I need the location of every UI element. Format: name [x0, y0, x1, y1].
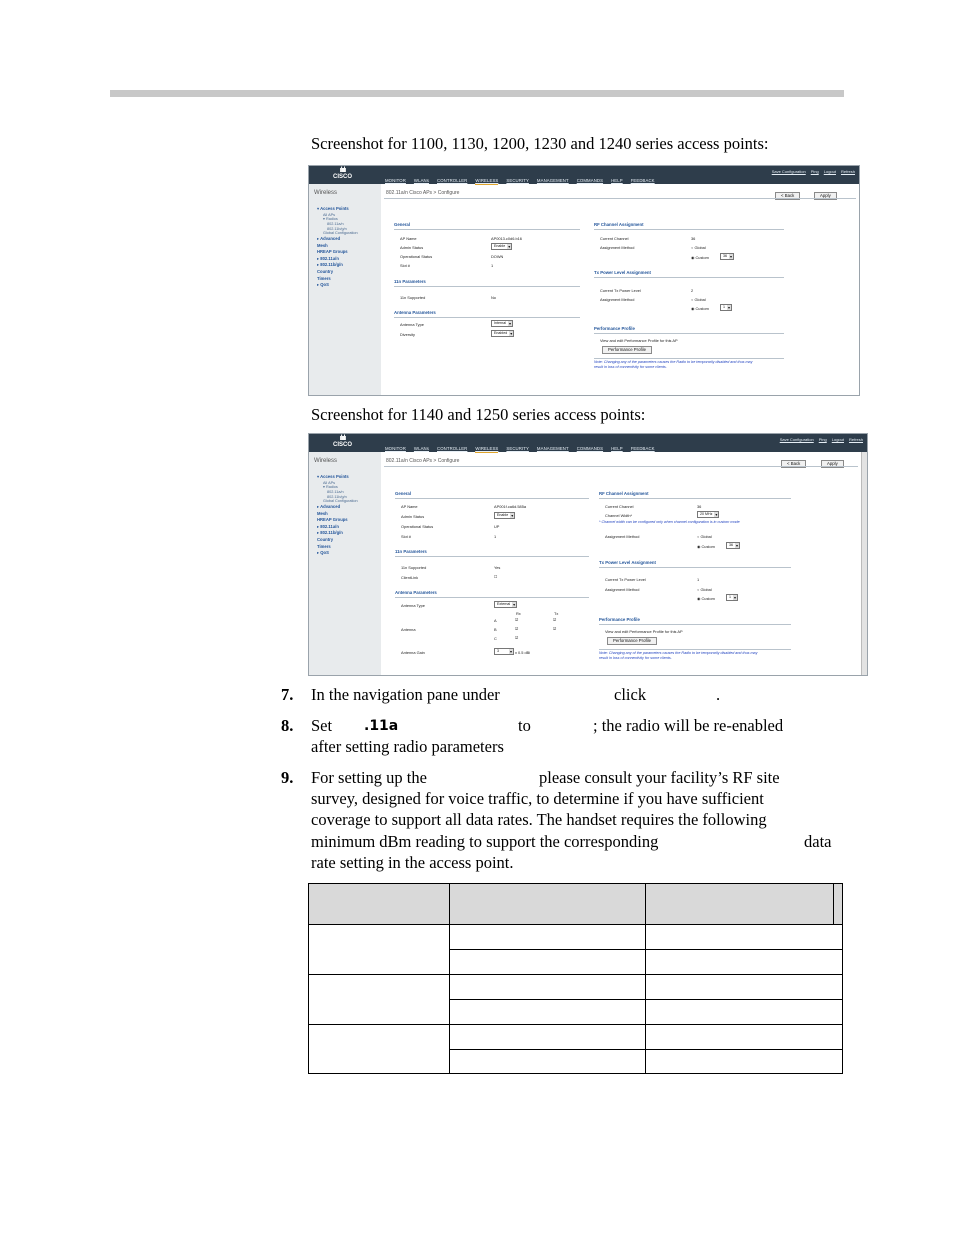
- slot-label: Slot #: [400, 263, 410, 268]
- antenna-a-rx-checkbox[interactable]: ☑: [515, 617, 519, 622]
- nav-qos[interactable]: ▸ QoS: [317, 550, 329, 556]
- nav-radio-a[interactable]: 802.11a/n: [327, 490, 344, 494]
- tx-global-radio[interactable]: ○ Global: [691, 297, 706, 302]
- nav-hreap[interactable]: HREAP Groups: [317, 249, 348, 255]
- nav-country[interactable]: Country: [317, 537, 334, 543]
- step-8-text-c: ; the radio will be re-enabled: [593, 716, 784, 735]
- current-tx-label: Current Tx Power Level: [600, 288, 641, 293]
- current-channel-value: 36: [691, 236, 696, 241]
- nav-advanced[interactable]: ▸ Advanced: [317, 504, 341, 510]
- antenna-b-label: B: [494, 627, 497, 632]
- assignment-method-label: Assignment Method: [605, 534, 640, 539]
- antenna-c-label: C: [494, 636, 497, 641]
- section-general: General: [394, 222, 411, 227]
- menu-controller[interactable]: CONTROLLER: [437, 178, 468, 183]
- section-tx-power: Tx Power Level Assignment: [594, 270, 651, 275]
- nav-title: Wireless: [314, 190, 338, 196]
- section-11n: 11n Parameters: [394, 279, 426, 284]
- channel-select[interactable]: 36 ▾: [726, 542, 740, 549]
- nav-qos[interactable]: ▸ QoS: [317, 282, 329, 288]
- nav-all-aps[interactable]: All APs: [323, 480, 336, 485]
- clientlink-checkbox[interactable]: ☐: [494, 574, 498, 579]
- diversity-label: Diversity: [400, 332, 415, 337]
- tx-power-select[interactable]: 1 ▾: [726, 594, 738, 601]
- wlc-screenshot-1: [308, 165, 860, 396]
- tx-header: Tx: [554, 611, 559, 616]
- apply-button[interactable]: Apply: [814, 192, 837, 200]
- nav-hreap[interactable]: HREAP Groups: [317, 517, 348, 523]
- wlc-toplinks-2: [780, 437, 863, 442]
- admin-status-label: Admin Status: [400, 245, 424, 250]
- table-header-row: [309, 884, 842, 925]
- 11n-supported-value: Yes: [494, 565, 501, 570]
- rx-header: Rx: [516, 611, 521, 616]
- scrollbar[interactable]: [861, 452, 867, 675]
- step-9-line-4a: minimum dBm reading to support the corresponding: [311, 832, 659, 851]
- logout-link[interactable]: Logout: [831, 437, 844, 442]
- apply-button[interactable]: Apply: [821, 460, 844, 468]
- step-9-text-a: For setting up the: [311, 768, 427, 787]
- slot-value: 1: [494, 534, 497, 539]
- refresh-link[interactable]: Refresh: [840, 169, 855, 174]
- wlc-nav-pane-2: [309, 452, 381, 675]
- channel-custom-radio[interactable]: ◉ Custom: [697, 544, 715, 549]
- menu-wlans[interactable]: WLANs: [413, 446, 429, 451]
- ping-link[interactable]: Ping: [810, 169, 819, 174]
- antenna-a-label: A: [494, 618, 497, 623]
- nav-timers[interactable]: Timers: [317, 275, 331, 281]
- antenna-label: Antenna: [401, 627, 416, 632]
- nav-mesh[interactable]: Mesh: [317, 510, 328, 516]
- data-rate-table: [308, 883, 843, 1074]
- step-9-line-2: survey, designed for voice traffic, to determine if you have sufficient: [311, 789, 764, 808]
- menu-feedback[interactable]: FEEDBACK: [630, 178, 655, 183]
- menu-wlans[interactable]: WLANs: [413, 178, 429, 183]
- step-9-text-b: please consult your facility’s RF site: [539, 768, 780, 787]
- tx-assignment-label: Assignment Method: [605, 587, 640, 592]
- ap-name-value: AP001f.ca6d.585a: [494, 504, 527, 509]
- performance-profile-button[interactable]: Performance Profile: [607, 637, 657, 645]
- channel-select[interactable]: 36 ▾: [720, 253, 734, 260]
- tx-assignment-label: Assignment Method: [600, 297, 635, 302]
- caption-screenshot-1: Screenshot for 1100, 1130, 1200, 1230 and 1240 series access points:: [311, 134, 769, 153]
- step-8-code: .11a: [364, 718, 399, 734]
- channel-custom-radio[interactable]: ◉ Custom: [691, 255, 709, 260]
- perf-text: View and edit Performance Profile for this AP: [605, 629, 683, 634]
- nav-radio-bg[interactable]: 802.11b/g/n: [327, 494, 347, 499]
- menu-help[interactable]: HELP: [611, 178, 623, 183]
- nav-access-points[interactable]: ▾ Access Points: [317, 206, 349, 211]
- 11n-supported-label: 11n Supported: [401, 565, 427, 570]
- current-channel-value: 36: [697, 504, 702, 509]
- nav-all-aps[interactable]: All APs: [323, 212, 336, 217]
- diversity-select[interactable]: Enabled ▾: [491, 330, 514, 337]
- assignment-method-label: Assignment Method: [600, 245, 635, 250]
- save-configuration-link[interactable]: Save Configuration: [779, 437, 814, 442]
- wlc-content-2: [381, 452, 861, 675]
- antenna-a-tx-checkbox[interactable]: ☑: [553, 617, 557, 622]
- antenna-type-select[interactable]: Internal ▾: [491, 320, 513, 327]
- antenna-b-rx-checkbox[interactable]: ☑: [515, 626, 519, 631]
- wlc-nav-pane: [309, 184, 381, 395]
- menu-commands[interactable]: COMMANDS: [576, 178, 604, 183]
- section-performance: Performance Profile: [599, 617, 640, 622]
- nav-access-points[interactable]: ▾ Access Points: [317, 474, 349, 479]
- menu-management[interactable]: MANAGEMENT: [536, 446, 569, 451]
- refresh-link[interactable]: Refresh: [848, 437, 863, 442]
- performance-profile-button[interactable]: Performance Profile: [602, 346, 652, 354]
- antenna-c-rx-checkbox[interactable]: ☑: [515, 635, 519, 640]
- menu-monitor[interactable]: MONITOR: [385, 178, 406, 183]
- oper-status-label: Operational Status: [401, 524, 434, 529]
- caption-screenshot-2: Screenshot for 1140 and 1250 series access points:: [311, 405, 646, 424]
- antenna-type-label: Antenna Type: [400, 322, 424, 327]
- nav-radio-bg[interactable]: 802.11b/g/n: [327, 226, 347, 231]
- nav-80211an[interactable]: ▸ 802.11a/n: [317, 255, 339, 261]
- nav-country[interactable]: Country: [317, 269, 334, 275]
- menu-commands[interactable]: COMMANDS: [576, 446, 604, 451]
- breadcrumb: 802.11a/n Cisco APs > Configure: [386, 458, 460, 464]
- admin-status-select[interactable]: Enable ▾: [494, 512, 515, 519]
- step-9-number: 9.: [281, 768, 294, 787]
- antenna-type-select[interactable]: External ▾: [494, 601, 517, 608]
- ap-name-value: AP0013.c0d6.b16: [491, 236, 522, 241]
- menu-management[interactable]: MANAGEMENT: [536, 178, 569, 183]
- section-general: General: [395, 491, 412, 496]
- wlc-content: [381, 184, 859, 395]
- admin-status-label: Admin Status: [401, 514, 425, 519]
- back-button[interactable]: < Back: [775, 192, 800, 200]
- logout-link[interactable]: Logout: [823, 169, 836, 174]
- section-performance: Performance Profile: [594, 326, 635, 331]
- save-configuration-link[interactable]: Save Configuration: [771, 169, 806, 174]
- menu-wireless[interactable]: WIRELESS: [475, 178, 499, 183]
- section-antenna: Antenna Parameters: [394, 310, 436, 315]
- current-channel-label: Current Channel: [600, 236, 629, 241]
- step-9-line-3: coverage to support all data rates. The handset requires the following: [311, 810, 767, 829]
- section-antenna: Antenna Parameters: [395, 590, 437, 595]
- section-rf-channel: RF Channel Assignment: [599, 491, 649, 496]
- radio-note: Note: Changing any of the parameters causes the Radio to be temporarily disabled and thus may result in loss of connectivity for some clients.: [599, 651, 758, 660]
- 11n-supported-value: No: [491, 295, 496, 300]
- menu-security[interactable]: SECURITY: [506, 446, 529, 451]
- cisco-logo: ılıılı CISCO: [333, 167, 353, 180]
- nav-title: Wireless: [314, 458, 338, 464]
- channel-width-select[interactable]: 20 MHz ▾: [697, 511, 719, 518]
- radio-note: Note: Changing any of the parameters causes the Radio to be temporarily disabled and thus may result in loss of connectivity for some clients.: [594, 360, 753, 369]
- clientlink-label: ClientLink: [401, 575, 419, 580]
- channel-global-radio[interactable]: ○ Global: [697, 534, 712, 539]
- nav-80211an[interactable]: ▸ 802.11a/n: [317, 523, 339, 529]
- antenna-type-label: Antenna Type: [401, 603, 425, 608]
- nav-advanced[interactable]: ▸ Advanced: [317, 236, 341, 242]
- section-tx-power: Tx Power Level Assignment: [599, 560, 656, 565]
- oper-status-value: UP: [494, 524, 500, 529]
- step-7-text-b: click: [614, 685, 647, 704]
- antenna-gain-label: Antenna Gain: [401, 650, 425, 655]
- channel-global-radio[interactable]: ○ Global: [691, 245, 706, 250]
- tx-custom-radio[interactable]: ◉ Custom: [697, 596, 715, 601]
- step-7-text-c: .: [716, 685, 721, 704]
- step-7-text-a: In the navigation pane under: [311, 685, 500, 704]
- menu-wireless[interactable]: WIRELESS: [475, 446, 499, 451]
- antenna-gain-unit: x 0.5 dBi: [515, 650, 531, 655]
- channel-width-note: * Channel width can be configured only when channel configuration is in custom mode: [599, 520, 740, 524]
- menu-controller[interactable]: CONTROLLER: [437, 446, 468, 451]
- nav-global-config[interactable]: Global Configuration: [323, 499, 358, 504]
- menu-feedback[interactable]: FEEDBACK: [630, 446, 655, 451]
- menu-help[interactable]: HELP: [611, 446, 623, 451]
- perf-text: View and edit Performance Profile for this AP: [600, 338, 678, 343]
- step-8-text-d: after setting radio parameters: [311, 737, 504, 756]
- slot-value: 1: [491, 263, 494, 268]
- oper-status-value: DOWN: [491, 254, 504, 259]
- current-tx-label: Current Tx Power Level: [605, 577, 646, 582]
- ap-name-label: AP Name: [401, 504, 418, 509]
- tx-custom-radio[interactable]: ◉ Custom: [691, 306, 709, 311]
- nav-radios[interactable]: ▾ Radios: [323, 485, 338, 490]
- wlc-toplinks: [772, 169, 855, 174]
- step-9-line-4b: data: [804, 832, 832, 851]
- step-8-text-b: to: [518, 716, 531, 735]
- menu-monitor[interactable]: MONITOR: [385, 446, 406, 451]
- step-8-number: 8.: [281, 716, 294, 735]
- step-7-number: 7.: [281, 685, 294, 704]
- nav-timers[interactable]: Timers: [317, 543, 331, 549]
- step-9-line-5: rate setting in the access point.: [311, 853, 514, 872]
- 11n-supported-label: 11n Supported: [400, 295, 426, 300]
- step-8-text-a: Set: [311, 716, 333, 735]
- tx-global-radio[interactable]: ○ Global: [697, 587, 712, 592]
- tx-power-select[interactable]: 1 ▾: [720, 304, 732, 311]
- antenna-b-tx-checkbox[interactable]: ☑: [553, 626, 557, 631]
- slot-label: Slot #: [401, 534, 411, 539]
- back-button[interactable]: < Back: [781, 460, 806, 468]
- menu-security[interactable]: SECURITY: [506, 178, 529, 183]
- cisco-logo-2: ılıılı CISCO: [333, 435, 353, 448]
- nav-mesh[interactable]: Mesh: [317, 242, 328, 248]
- section-11n: 11n Parameters: [395, 549, 427, 554]
- current-tx-value: 2: [691, 288, 694, 293]
- wlc-header-2: [309, 434, 867, 452]
- nav-80211bgn[interactable]: ▸ 802.11b/g/n: [317, 262, 343, 268]
- header-rule: [110, 90, 844, 97]
- antenna-gain-input[interactable]: 3 ▾: [494, 648, 514, 655]
- current-channel-label: Current Channel: [605, 504, 634, 509]
- wlc-screenshot-2: [308, 433, 868, 676]
- nav-80211bgn[interactable]: ▸ 802.11b/g/n: [317, 530, 343, 536]
- admin-status-select[interactable]: Enable ▾: [491, 243, 512, 250]
- ap-name-label: AP Name: [400, 236, 417, 241]
- nav-radio-a[interactable]: 802.11a/n: [327, 222, 344, 226]
- oper-status-label: Operational Status: [400, 254, 433, 259]
- breadcrumb: 802.11a/n Cisco APs > Configure: [386, 190, 460, 196]
- nav-global-config[interactable]: Global Configuration: [323, 231, 358, 236]
- current-tx-value: 1: [697, 577, 700, 582]
- channel-width-label: Channel Width*: [605, 513, 633, 518]
- wlc-header: [309, 166, 859, 184]
- ping-link[interactable]: Ping: [818, 437, 827, 442]
- section-rf-channel: RF Channel Assignment: [594, 222, 644, 227]
- nav-radios[interactable]: ▾ Radios: [323, 217, 338, 222]
